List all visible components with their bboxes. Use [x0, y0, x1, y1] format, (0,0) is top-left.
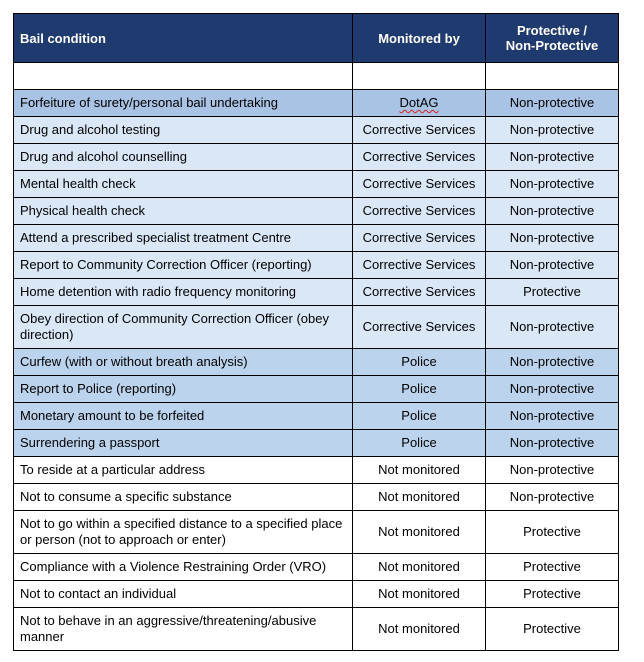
cell-condition: Mental health check — [14, 171, 353, 198]
table-row — [14, 279, 619, 306]
cell-condition: Attend a prescribed specialist treatment Centre — [14, 225, 353, 252]
table-row — [14, 581, 619, 608]
cell-protective: Non-protective — [486, 252, 619, 279]
cell-condition: Not to contact an individual — [14, 581, 353, 608]
header-protective-text: Protective / Non-Protective — [505, 23, 599, 53]
cell-protective: Non-protective — [486, 198, 619, 225]
cell-protective: Non-protective — [486, 171, 619, 198]
cell-protective: Protective — [486, 511, 619, 554]
cell-monitored-by: Police — [353, 376, 486, 403]
cell-monitored-by: Police — [353, 349, 486, 376]
cell-protective: Protective — [486, 554, 619, 581]
cell-monitored-by: Corrective Services — [353, 306, 486, 349]
cell-condition: Report to Community Correction Officer (reporting) — [14, 252, 353, 279]
header-monitored-by: Monitored by — [353, 14, 486, 63]
cell-protective: Non-protective — [486, 457, 619, 484]
cell-protective: Protective — [486, 608, 619, 651]
cell-protective: Non-protective — [486, 117, 619, 144]
cell-condition: Not to consume a specific substance — [14, 484, 353, 511]
cell-monitored-by: Not monitored — [353, 554, 486, 581]
cell-monitored-by: Not monitored — [353, 608, 486, 651]
cell-monitored-by: Corrective Services — [353, 144, 486, 171]
cell-condition: Physical health check — [14, 198, 353, 225]
table-row — [14, 144, 619, 171]
bail-conditions-table — [13, 13, 619, 651]
cell-monitored-by: Not monitored — [353, 457, 486, 484]
table-row — [14, 225, 619, 252]
table-row — [14, 349, 619, 376]
header-gap-row — [14, 63, 619, 90]
cell-monitored-by: Police — [353, 403, 486, 430]
cell-monitored-by: Corrective Services — [353, 171, 486, 198]
cell-monitored-by: Not monitored — [353, 484, 486, 511]
cell-protective: Protective — [486, 581, 619, 608]
table-row — [14, 306, 619, 349]
cell-protective: Non-protective — [486, 484, 619, 511]
cell-protective: Non-protective — [486, 90, 619, 117]
cell-protective: Non-protective — [486, 306, 619, 349]
cell-protective: Non-protective — [486, 430, 619, 457]
cell-monitored-by: Corrective Services — [353, 279, 486, 306]
cell-condition: Obey direction of Community Correction Officer (obey direction) — [14, 306, 353, 349]
cell-protective: Non-protective — [486, 403, 619, 430]
cell-condition: Report to Police (reporting) — [14, 376, 353, 403]
cell-condition: Home detention with radio frequency monitoring — [14, 279, 353, 306]
cell-condition: Curfew (with or without breath analysis) — [14, 349, 353, 376]
cell-protective: Non-protective — [486, 225, 619, 252]
cell-monitored-by: Corrective Services — [353, 225, 486, 252]
table-row — [14, 171, 619, 198]
table-row — [14, 457, 619, 484]
table-row — [14, 554, 619, 581]
table-row — [14, 198, 619, 225]
cell-condition: Not to go within a specified distance to a specified place or person (not to approach or enter) — [14, 511, 353, 554]
table-row — [14, 117, 619, 144]
table-row — [14, 430, 619, 457]
header-bail-condition: Bail condition — [14, 14, 353, 63]
cell-condition: Forfeiture of surety/personal bail undertaking — [14, 90, 353, 117]
table-row — [14, 484, 619, 511]
table-row — [14, 90, 619, 117]
cell-monitored-by: Corrective Services — [353, 117, 486, 144]
cell-monitored-by: Corrective Services — [353, 198, 486, 225]
table-header-row — [14, 14, 619, 63]
cell-monitored-by: Police — [353, 430, 486, 457]
cell-monitored-by — [353, 90, 486, 117]
header-protective — [486, 14, 619, 63]
table-row — [14, 252, 619, 279]
cell-condition: To reside at a particular address — [14, 457, 353, 484]
cell-protective: Non-protective — [486, 376, 619, 403]
table-row — [14, 376, 619, 403]
cell-monitored-by-text: DotAG — [399, 95, 439, 110]
cell-condition: Drug and alcohol counselling — [14, 144, 353, 171]
table-row — [14, 511, 619, 554]
cell-condition: Monetary amount to be forfeited — [14, 403, 353, 430]
cell-monitored-by: Not monitored — [353, 511, 486, 554]
cell-protective: Non-protective — [486, 349, 619, 376]
cell-condition: Compliance with a Violence Restraining Order (VRO) — [14, 554, 353, 581]
table-row — [14, 403, 619, 430]
cell-condition: Drug and alcohol testing — [14, 117, 353, 144]
cell-condition: Not to behave in an aggressive/threatening/abusive manner — [14, 608, 353, 651]
cell-protective: Non-protective — [486, 144, 619, 171]
cell-protective: Protective — [486, 279, 619, 306]
cell-monitored-by: Corrective Services — [353, 252, 486, 279]
cell-monitored-by: Not monitored — [353, 581, 486, 608]
cell-condition: Surrendering a passport — [14, 430, 353, 457]
table-row — [14, 608, 619, 651]
